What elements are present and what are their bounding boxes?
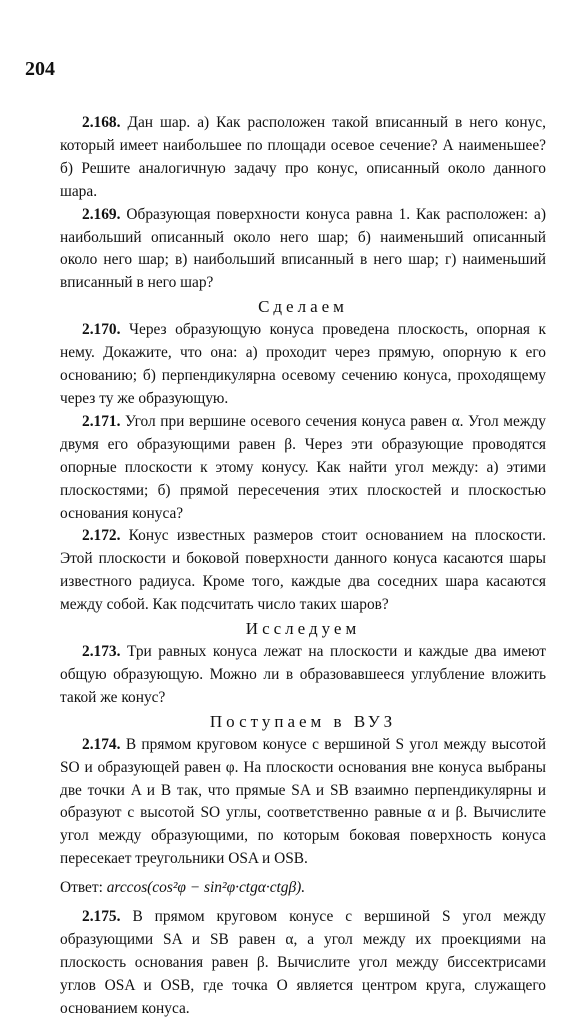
problem-2-171: [60, 411, 546, 526]
problem-number: 2.168.: [82, 114, 121, 131]
problem-text: Три равных конуса лежат на плоскости и каждые два имеют общую образующую. Можно ли в образовавшееся углубление вложить такой же конус?: [60, 643, 546, 706]
problem-text: Через образующую конуса проведена плоскость, опорная к нему. Докажите, что она: а) проходит через прямую, опорную к его основанию; б) перпендикулярна осевому сечению конуса, проходящему через ту же образующую.: [60, 321, 546, 407]
problem-2-170: [60, 319, 546, 411]
problem-number: 2.172.: [82, 527, 121, 545]
problem-text: В прямом круговом конусе с вершиной S угол между высотой SO и образующей равен φ. На плоскости основания вне конуса выбраны две точки A и B так, что прямые SA и SB взаимно перпендикулярны и образуют с высотой SO углы, соответственно равные α и β. Вычислите угол между образующими, по которым боковая поверхность конуса пересекает треугольники OSA и OSB.: [60, 735, 546, 868]
problem-2-169: [60, 204, 546, 296]
page-number: 204: [25, 58, 55, 80]
section-heading: Исследуем: [245, 619, 361, 639]
problem-text: Угол при вершине осевого сечения конуса равен α. Угол между двумя его образующими равен β. Через эти образующие проводятся опорные плоскости к этому конусу. Как найти угол между: а) этими плоскостями; б) прямой пересечения этих плоскостей и плоскостью основания конуса?: [60, 412, 546, 522]
answer-formula: arccos(cos²φ − sin²φ·ctgα·ctgβ).: [106, 879, 306, 897]
problem-text: Образующая поверхности конуса равна 1. Как расположен: а) наибольший описанный около него шар; б) наименьший описанный около него шар; в) наибольший вписанный в него шар; г) наименьший вписанный в него шар?: [60, 205, 546, 292]
problem-text: Конус известных размеров стоит основанием на плоскости. Этой плоскости и боковой поверхности данного конуса касаются шары известного радиуса. Кроме того, каждые два соседних шара касаются между собой. Как подсчитать число таких шаров?: [60, 527, 546, 614]
problem-number: 2.173.: [82, 643, 121, 661]
problem-2-168: [60, 112, 546, 204]
problem-2-175: [60, 906, 546, 1021]
problem-number: 2.174.: [82, 735, 121, 753]
answer-line: [60, 877, 546, 900]
problem-number: 2.170.: [82, 321, 121, 339]
problem-number: 2.171.: [82, 412, 121, 430]
section-heading: Поступаем в ВУЗ: [209, 711, 397, 731]
problem-number: 2.175.: [82, 908, 121, 926]
problem-text: В прямом круговом конусе с вершиной S угол между образующими SA и SB равен α, а угол между их проекциями на плоскость основания равен β. Вычислите угол между биссектрисами углов OSA и OSB, где точка O является центром круга, служащего основанием конуса.: [60, 908, 546, 1017]
problem-2-173: [60, 641, 546, 710]
section-heading: Сделаем: [258, 297, 348, 317]
problem-2-172: [60, 525, 546, 617]
problem-text: Дан шар. а) Как расположен такой вписанный в него конус, который имеет наибольшее по площади осевое сечение? А наименьшее? б) Решите аналогичную задачу про конус, описанный около данного шара.: [60, 114, 546, 200]
problem-number: 2.169.: [82, 205, 121, 223]
page-content: [60, 112, 546, 1021]
problem-2-174: [60, 734, 546, 871]
answer-label: Ответ:: [60, 879, 103, 897]
